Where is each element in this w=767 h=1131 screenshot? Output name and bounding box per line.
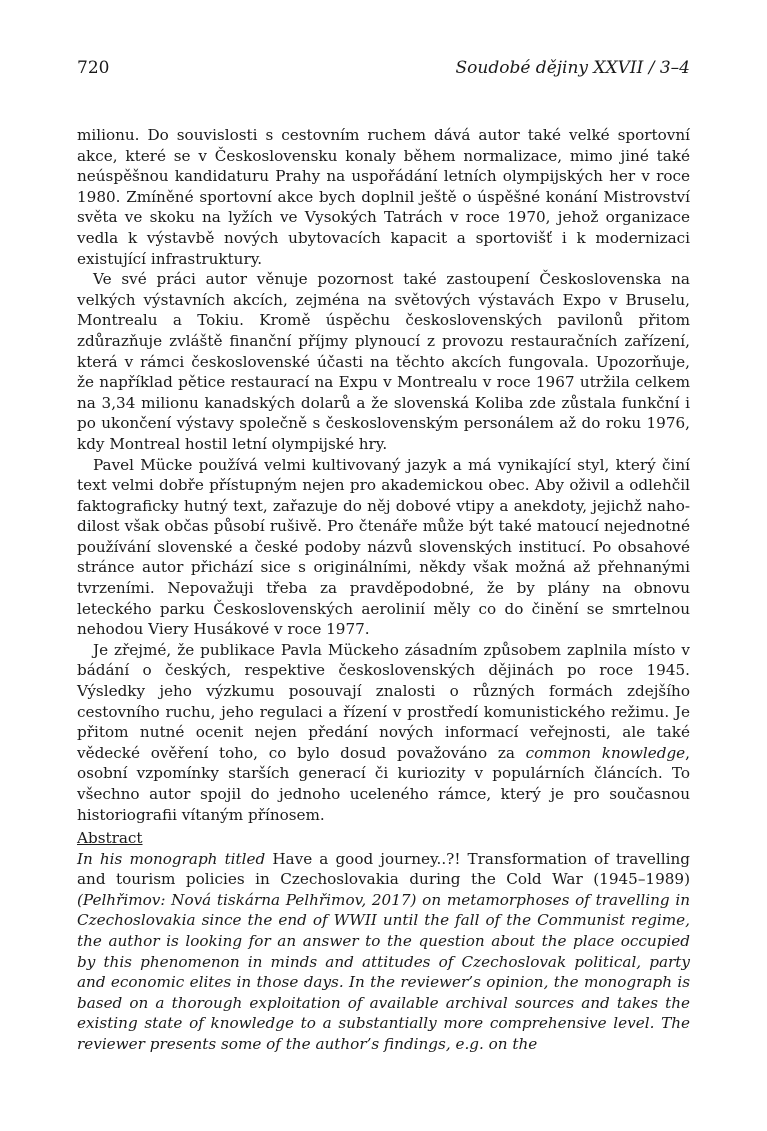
journal-title: Soudobé dějiny XXVII / 3–4 (455, 58, 690, 78)
abstract-intro: In his monograph titled (77, 849, 273, 868)
abstract-section (77, 828, 690, 1055)
abstract-text (77, 849, 690, 1055)
paragraph-4 (77, 640, 690, 825)
paragraph-3: Pavel Mücke používá velmi kultivovaný jazyk a má vynikající styl, který činí text velmi dobře přístupným nejen pro akademickou obec. Aby oživil a odlehčil faktograficky hutný text, zařazuje do něj dobové vtipy a anekdoty, jejichž nahodilost však občas působí rušivě. Pro čtenáře může být také matoucí nejednotné používání slovenské a české podoby názvů slovenských institucí. Po obsahové stránce autor přichází sice s originálními, někdy však možná až přehnanými tvrzeními. Nepovažuji třeba za pravděpodobné, že by plány na obnovu leteckého parku Československých aerolinií měly co do činění se smrtelnou nehodou Viery Husákové v roce 1977. (77, 455, 690, 639)
abstract-book-title: Have a good journey..?! Transformation of travelling and tourism policies in Czechoslovakia during the Cold War (1945–1989) (77, 849, 690, 889)
article-body (77, 125, 690, 825)
abstract-heading: Abstract (77, 829, 143, 847)
running-header (77, 58, 690, 78)
abstract-rest: (Pelhřimov: Nová tiskárna Pelhřimov, 2017) on metamorphoses of travelling in Czechoslovakia since the end of WWII until the fall of the Communist regime, the author is looking for an answer to the question about the place occupied by this phenomenon in minds and attitudes of Czechoslovak political, party and economic elites in those days. In the reviewer’s opinion, the monograph is based on a thorough exploitation of available archival sources and takes the existing state of knowledge to a substantially more comprehensive level. The reviewer presents some of the author’s findings, e.g. on the (77, 890, 690, 1053)
paragraph-2: Ve své práci autor věnuje pozornost také zastoupení Československa na velkých výstavních akcích, zejména na světových výstavách Expo v Bruselu, Montrealu a Tokiu. Kromě úspěchu československých pavilonů přitom zdůrazňuje zvláště finanční příjmy plynoucí z provozu restauračních zařízení, která v rámci československé účasti na těchto akcích fungovala. Upozorňuje, že například pětice restaurací na Expu v Montrealu v roce 1967 utržila celkem na 3,34 milionu kanadských dolarů a že slovenská Koliba zde zůstala funkční i po ukončení výstavy společně s československým personálem až do roku 1976, kdy Montreal hostil letní olympijské hry. (77, 270, 690, 453)
page-number: 720 (77, 58, 110, 78)
paragraph-4-emphasis: common knowledge (525, 743, 686, 762)
paragraph-4-start: Je zřejmé, že publikace Pavla Mückeho zásadním způsobem zaplnila místo v bádání o českých, respektive československých dějinách po roce 1945. Výsledky jeho výzkumu posouvají znalosti o různých formách zdejšího cestovního ruchu, jeho regulaci a řízení v prostředí komunistického režimu. Je přitom nutné ocenit nejen předání nových informací veřejnosti, ale také vědecké ověření toho, co bylo dosud považováno za (77, 640, 690, 762)
paragraph-1: milionu. Do souvislosti s cestovním ruchem dává autor také velké sportovní akce, které se v Československu konaly během normalizace, mimo jiné také neúspěšnou kandidaturu Prahy na uspořádání letních olympijských her v roce 1980. Zmíněné sportovní akce bych doplnil ještě o úspěšné konání Mistrovství světa ve skoku na lyžích ve Vysokých Tatrách v roce 1970, jehož organizace vedla k výstavbě nových ubytovacích kapacit a sportovišť i k modernizaci existující infrastruktury. (77, 126, 690, 268)
paragraph-4-end: , osobní vzpomínky starších generací či kuriozity v populárních článcích. To všechno autor spojil do jednoho uceleného rámce, který je pro současnou historiografii vítaným přínosem. (77, 743, 690, 824)
